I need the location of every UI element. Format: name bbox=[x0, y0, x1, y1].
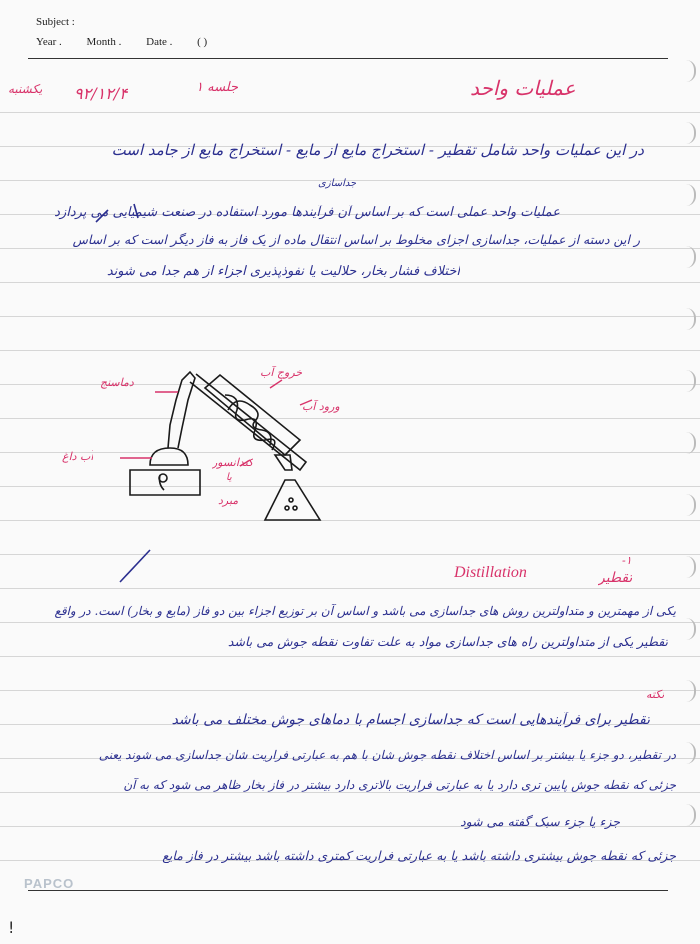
para1-line3: ر این دسته از عملیات، جداسازی اجزای مخلوط بر اساس انتقال ماده از یک فاز به فاز دیگر است که بر اساس bbox=[72, 232, 640, 247]
section3-label: نکته bbox=[646, 688, 665, 701]
papco-logo: PAPCO bbox=[24, 876, 75, 891]
para1-line2: عملیات واحد عملی است که بر اساس آن فرآیندها مورد استفاده در صنعت شیمیایی می پردازد bbox=[54, 205, 560, 220]
section2-title-fa: تقطیر bbox=[598, 570, 633, 586]
para1-line1: در این عملیات واحد شامل تقطیر - استخراج مایع از مایع - استخراج مایع از جامد است bbox=[111, 141, 644, 159]
footer-rule bbox=[28, 890, 668, 891]
section2-line1: یکی از مهمترین و متداولترین روش های جداسازی می باشد و اساس آن بر توزیع اجزاء بین دو فاز (مایع و بخار) است. در واقع bbox=[54, 604, 676, 618]
date-paren: ( ) bbox=[197, 36, 208, 48]
subject-label: Subject : bbox=[36, 16, 75, 28]
label-heater: آب داغ bbox=[62, 450, 94, 463]
section3-line4: جزء یا جزء سبک گفته می شود bbox=[460, 814, 620, 829]
section3-line5: جزئی که نقطه جوش بیشتری داشته باشد یا به عبارتی فراریت کمتری داشته باشد بیشتر در فاز مایع bbox=[162, 848, 676, 863]
label-water-in: ورود آب bbox=[302, 400, 340, 413]
title-session: جلسه ۱ bbox=[196, 80, 239, 95]
year-label: Year . bbox=[36, 36, 62, 48]
para1-annotation: جداسازی bbox=[318, 178, 357, 189]
section3-line3: جزئی که نقطه جوش پایین تری دارد یا به عبارتی فراریت بالاتری دارد بیشتر در فاز بخار ظاهر می شود که به آن bbox=[123, 778, 676, 792]
section2-line2: تقطیر یکی از متداولترین راه های جداسازی مواد به علت تفاوت نقطه جوش می باشد bbox=[227, 634, 668, 649]
section2-number: ۱- bbox=[622, 554, 632, 567]
section3-line1: تقطیر برای فرآیندهایی است که جداسازی اجسام با دماهای جوش مختلف می باشد bbox=[171, 712, 650, 728]
month-label: Month . bbox=[86, 36, 122, 48]
label-a: یا bbox=[226, 472, 232, 483]
section3-line2: در تقطیر، دو جزء یا بیشتر بر اساس اختلاف نقطه جوش شان با هم به عبارتی فراریت شان جداسازی می شوند یعنی bbox=[98, 748, 676, 762]
section2-title-en: Distillation bbox=[454, 564, 527, 581]
label-condenser: کندانسور bbox=[212, 456, 254, 469]
label-thermometer: دماسنج bbox=[100, 376, 134, 389]
title-date: ۹۲/۱۲/۴ bbox=[74, 84, 128, 103]
para1-line4: اختلاف فشار بخار، حلالیت یا نفوذپذیری اجزاء از هم جدا می شوند bbox=[106, 264, 460, 279]
title-day: یکشنبه bbox=[8, 82, 43, 96]
title-heading: عملیات واحد bbox=[470, 76, 576, 100]
page-mark: ! bbox=[8, 918, 15, 937]
date-label: Date . bbox=[146, 36, 173, 48]
label-flask: مبرد bbox=[218, 494, 239, 507]
label-water-out: خروج آب bbox=[260, 366, 303, 379]
